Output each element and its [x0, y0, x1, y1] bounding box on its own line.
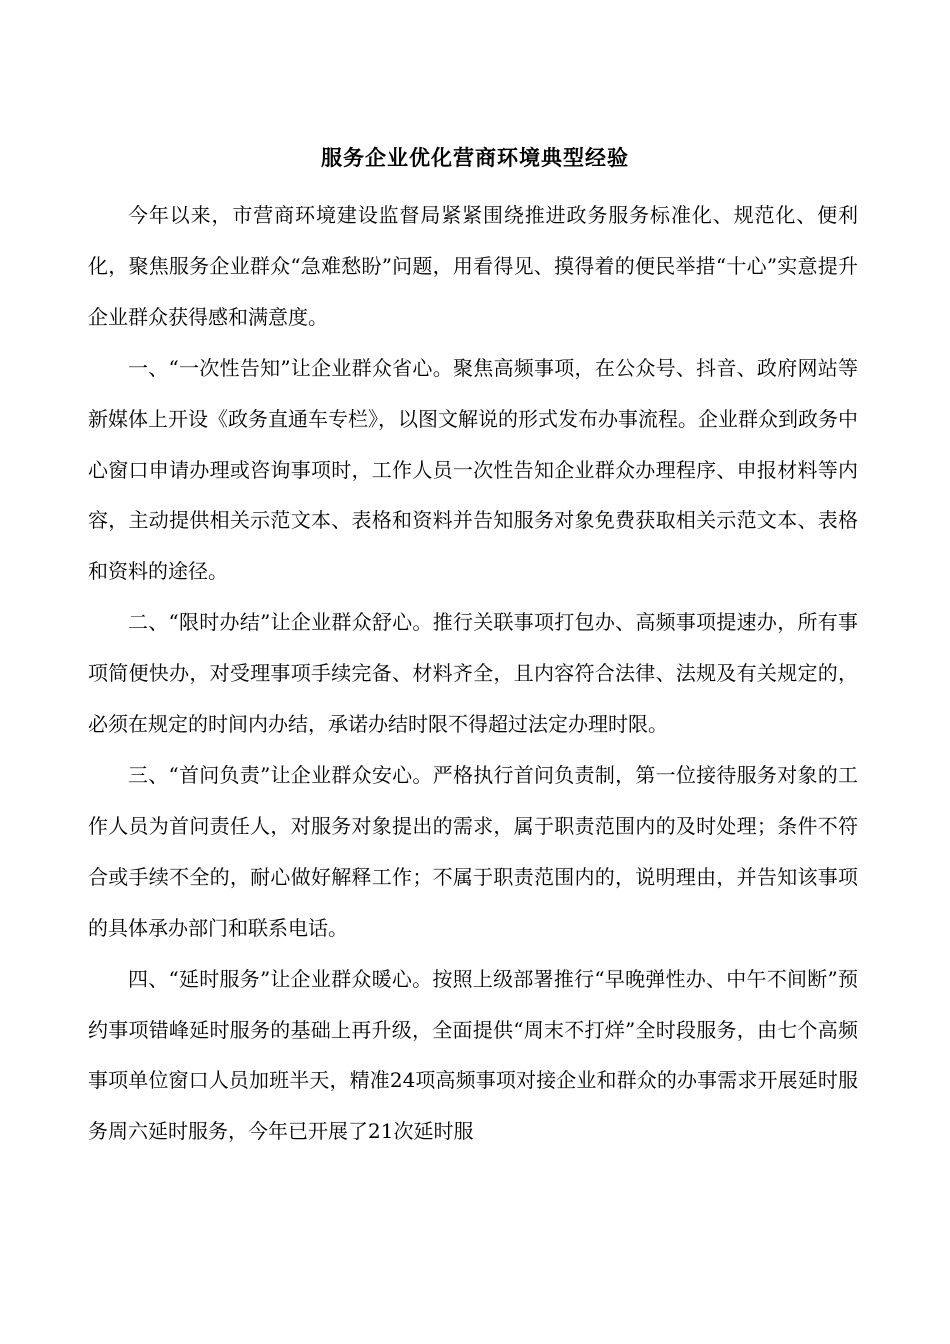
document-body — [88, 190, 858, 1157]
paragraph-intro: 今年以来，市营商环境建设监督局紧紧围绕推进政务服务标准化、规范化、便利化，聚焦服务企业群众“急难愁盼”问题，用看得见、摸得着的便民举措“十心”实意提升企业群众获得感和满意度。 — [88, 203, 858, 329]
document-title: 服务企业优化营商环境典型经验 — [321, 146, 629, 170]
paragraph-extended-service: 四、“延时服务”让企业群众暖心。按照上级部署推行“早晚弹性办、中午不间断”预约事项错峰延时服务的基础上再升级，全面提供“周末不打烊”全时段服务，由七个高频事项单位窗口人员加班半天，精准24项高频事项对接企业和群众的办事需求开展延时服务周六延时服务，今年已开展了21次延时服 — [88, 966, 858, 1144]
paragraph-one-time-notice: 一、“一次性告知”让企业群众省心。聚焦高频事项，在公众号、抖音、政府网站等新媒体上开设《政务直通车专栏》，以图文解说的形式发布办事流程。企业群众到政务中心窗口申请办理或咨询事项时，工作人员一次性告知企业群众办理程序、申报材料等内容，主动提供相关示范文本、表格和资料并告知服务对象免费获取相关示范文本、表格和资料的途径。 — [88, 355, 858, 584]
paragraph-time-limit: 二、“限时办结”让企业群众舒心。推行关联事项打包办、高频事项提速办，所有事项简便快办，对受理事项手续完备、材料齐全，且内容符合法律、法规及有关规定的，必须在规定的时间内办结，承诺办结时限不得超过法定办理时限。 — [88, 610, 858, 737]
paragraph-first-responsibility: 三、“首问负责”让企业群众安心。严格执行首问负责制，第一位接待服务对象的工作人员为首问责任人，对服务对象提出的需求，属于职责范围内的及时处理；条件不符合或手续不全的，耐心做好解释工作；不属于职责范围内的，说明理由，并告知该事项的具体承办部门和联系电话。 — [88, 762, 858, 940]
